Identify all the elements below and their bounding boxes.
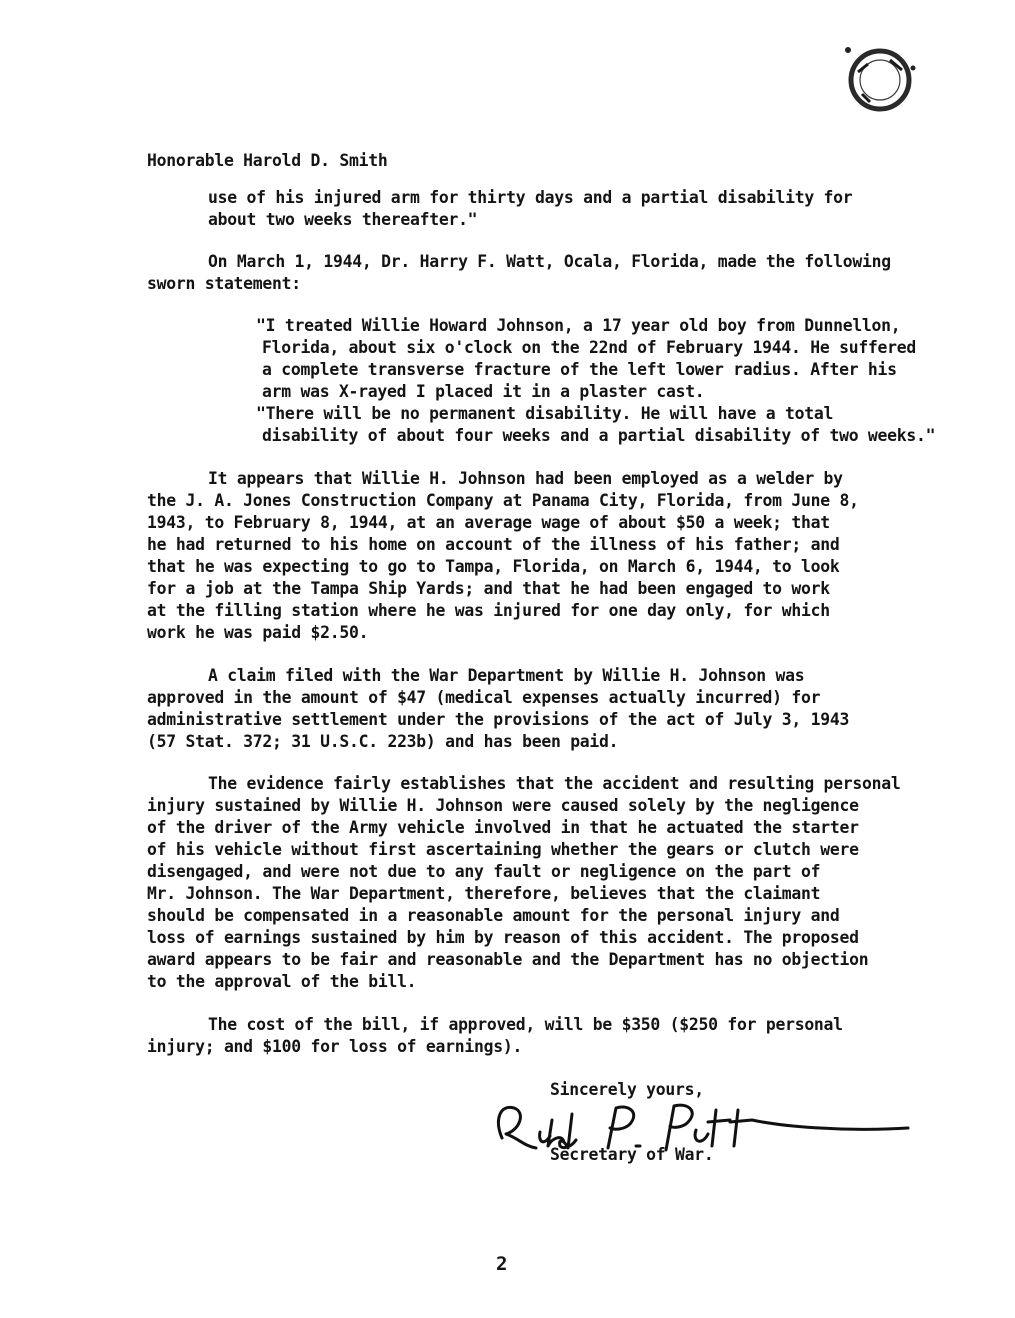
- quote-line: Florida, about six o'clock on the 22nd of February 1944. He suffered: [262, 338, 917, 357]
- text-line: A claim filed with the War Department by Willie H. Johnson was: [208, 666, 805, 685]
- text-line: use of his injured arm for thirty days and a partial disability for: [208, 188, 853, 207]
- text-line: the J. A. Jones Construction Company at Panama City, Florida, from June 8,: [147, 491, 859, 510]
- text-line: The evidence fairly establishes that the accident and resulting personal: [208, 774, 901, 793]
- quote-line: a complete transverse fracture of the left lower radius. After his: [262, 360, 897, 379]
- text-line: at the filling station where he was injured for one day only, for which: [147, 601, 830, 620]
- text-line: Mr. Johnson. The War Department, therefore, believes that the claimant: [147, 884, 821, 903]
- text-line: disengaged, and were not due to any fault or negligence on the part of: [147, 862, 821, 881]
- quote-line: arm was X-rayed I placed it in a plaster cast.: [262, 382, 705, 401]
- text-line: The cost of the bill, if approved, will be $350 ($250 for personal: [208, 1015, 843, 1034]
- quote-line: "I treated Willie Howard Johnson, a 17 year old boy from Dunnellon,: [256, 316, 901, 335]
- quote-line: disability of about four weeks and a partial disability of two weeks.": [262, 426, 936, 445]
- text-line: award appears to be fair and reasonable and the Department has no objection: [147, 950, 869, 969]
- text-line: of the driver of the Army vehicle involved in that he actuated the starter: [147, 818, 859, 837]
- text-line: loss of earnings sustained by him by reason of this accident. The proposed: [147, 928, 859, 947]
- text-line: On March 1, 1944, Dr. Harry F. Watt, Ocala, Florida, made the following: [208, 252, 891, 271]
- text-line: It appears that Willie H. Johnson had been employed as a welder by: [208, 469, 843, 488]
- archive-stamp-icon: [840, 42, 918, 120]
- text-line: work he was paid $2.50.: [147, 623, 369, 642]
- page-number: 2: [496, 1253, 508, 1275]
- text-line: to the approval of the bill.: [147, 972, 417, 991]
- signer-title: Secretary of War.: [550, 1145, 714, 1164]
- text-line: he had returned to his home on account of the illness of his father; and: [147, 535, 840, 554]
- addressee-line: Honorable Harold D. Smith: [147, 151, 388, 170]
- text-line: 1943, to February 8, 1944, at an average wage of about $50 a week; that: [147, 513, 830, 532]
- text-line: sworn statement:: [147, 274, 301, 293]
- text-line: for a job at the Tampa Ship Yards; and that he had been engaged to work: [147, 579, 830, 598]
- quote-line: "There will be no permanent disability. He will have a total: [256, 404, 834, 423]
- text-line: that he was expecting to go to Tampa, Florida, on March 6, 1944, to look: [147, 557, 840, 576]
- text-line: about two weeks thereafter.": [208, 210, 478, 229]
- text-line: administrative settlement under the provisions of the act of July 3, 1943: [147, 710, 850, 729]
- text-line: injury sustained by Willie H. Johnson were caused solely by the negligence: [147, 796, 859, 815]
- text-line: injury; and $100 for loss of earnings).: [147, 1037, 523, 1056]
- text-line: (57 Stat. 372; 31 U.S.C. 223b) and has been paid.: [147, 732, 619, 751]
- text-line: should be compensated in a reasonable amount for the personal injury and: [147, 906, 840, 925]
- closing-line: Sincerely yours,: [550, 1080, 704, 1099]
- text-line: approved in the amount of $47 (medical expenses actually incurred) for: [147, 688, 821, 707]
- text-line: of his vehicle without first ascertaining whether the gears or clutch were: [147, 840, 859, 859]
